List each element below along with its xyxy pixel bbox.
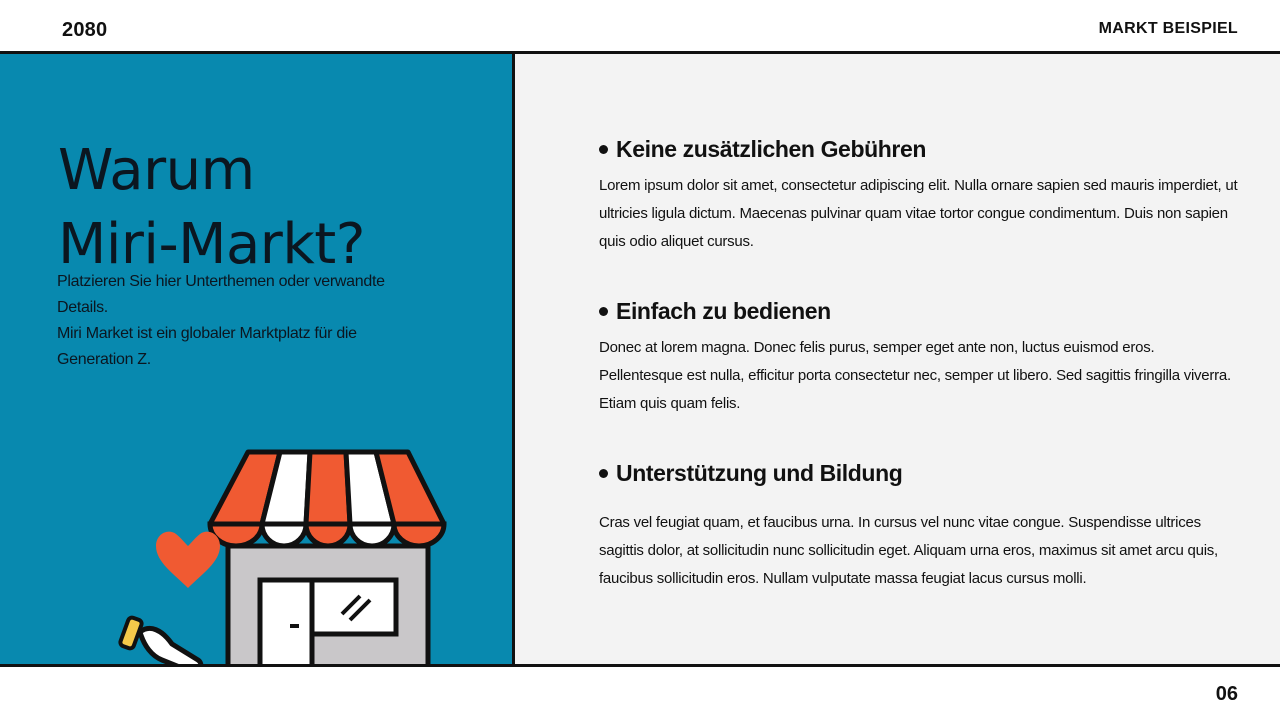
feature-item (599, 136, 1239, 256)
title-line-1: Warum (58, 138, 255, 203)
feature-item (599, 298, 1239, 418)
subtitle-line-2: Miri Market ist ein globaler Marktplatz für die Generation Z. (57, 325, 357, 368)
bullet-icon (599, 307, 608, 316)
bullet-icon (599, 469, 608, 478)
left-panel (0, 54, 512, 664)
feature-title: Keine zusätzlichen Gebühren (616, 136, 926, 162)
feature-heading (599, 298, 1239, 325)
header-year: 2080 (62, 19, 108, 41)
feature-heading (599, 136, 1239, 163)
feature-title: Unterstützung und Bildung (616, 460, 903, 486)
feature-body: Donec at lorem magna. Donec felis purus, semper eget ante non, luctus euismod eros. Pellentesque est nulla, efficitur porta consectetur nec, semper ut libero. Sed sagittis fringilla viverra. Etiam quis quam felis. (599, 339, 1231, 412)
slide-title (58, 134, 478, 282)
right-panel (515, 54, 1280, 664)
slide-header (0, 0, 1280, 54)
page-number: 06 (1215, 683, 1238, 705)
subtitle-line-1: Platzieren Sie hier Unterthemen oder verwandte Details. (57, 273, 385, 316)
header-brand: MARKT BEISPIEL (1098, 20, 1238, 37)
feature-item (599, 460, 1239, 593)
feature-body: Cras vel feugiat quam, et faucibus urna. In cursus vel nunc vitae congue. Suspendisse ultrices sagittis dolor, at sollicitudin nunc sollicitudin eget. Aliquam urna eros, maximus sit amet arcu quis, faucibus sollicitudin eros. Nullam vulputate massa feugiat lacus cursus molli. (599, 514, 1218, 587)
feature-title: Einfach zu bedienen (616, 298, 831, 324)
bullet-icon (599, 145, 608, 154)
feature-heading (599, 460, 1239, 487)
storefront-icon (110, 446, 450, 664)
slide-footer (0, 664, 1280, 720)
feature-body: Lorem ipsum dolor sit amet, consectetur adipiscing elit. Nulla ornare sapien sed mauris imperdiet, ut ultricies ligula dictum. Maecenas pulvinar quam vitae tortor congue condimentum. Duis non sapien quis odio aliquet cursus. (599, 177, 1238, 250)
title-line-2: Miri-Markt? (58, 212, 365, 277)
slide-subtitle (57, 269, 427, 373)
